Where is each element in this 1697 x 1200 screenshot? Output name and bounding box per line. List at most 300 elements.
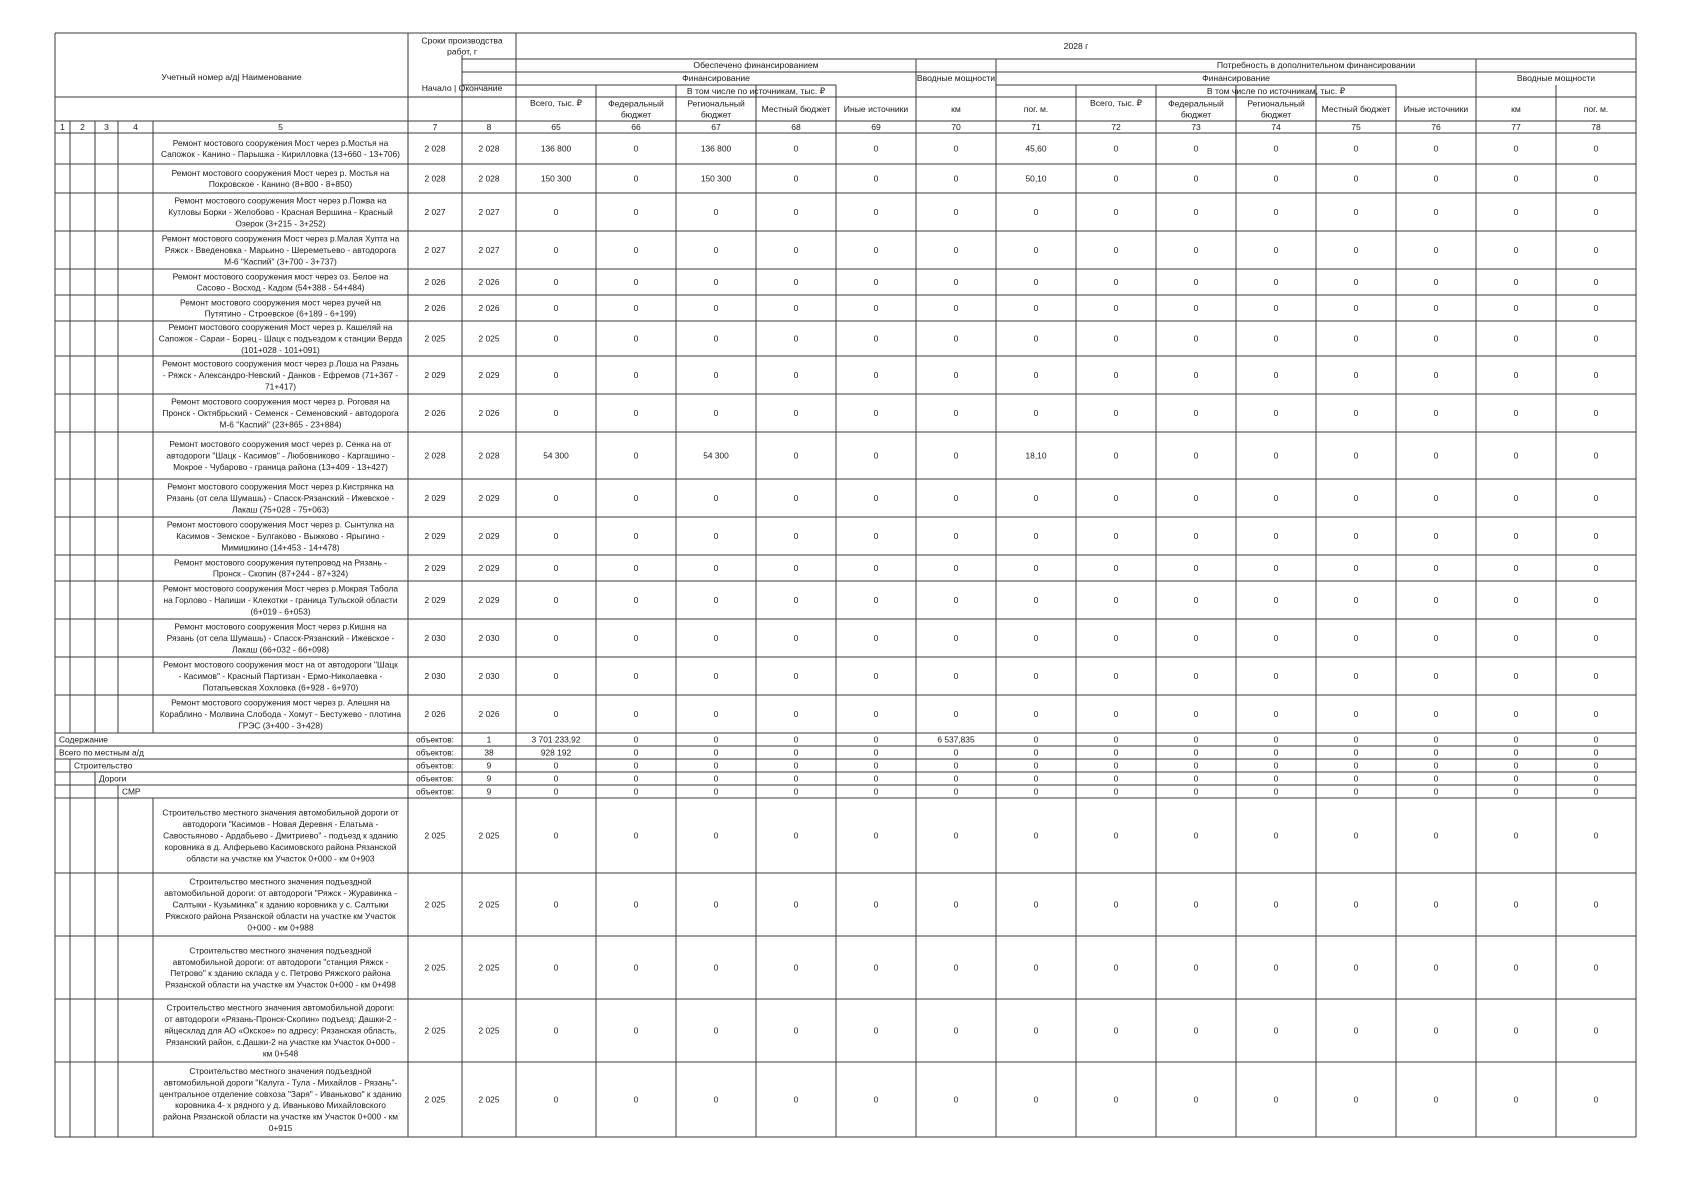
row-value: 0 [1113, 633, 1119, 643]
row-end: 2 025 [478, 830, 500, 841]
row-value: 0 [1113, 962, 1119, 973]
column-number: 1 [60, 122, 65, 132]
header-financing: Финансирование [682, 73, 750, 83]
row-start: 2 025 [424, 899, 446, 910]
row-value: 0 [1193, 207, 1199, 217]
column-number: 67 [711, 122, 721, 132]
row-value: 0 [1113, 595, 1119, 605]
row-value: 0 [793, 408, 799, 418]
row-value: 0 [1033, 333, 1039, 344]
row-value: 0 [873, 962, 879, 973]
row-value: 0 [713, 1025, 719, 1036]
row-value: 0 [793, 899, 799, 910]
row-value: 0 [1273, 709, 1279, 719]
header-capacity: Вводные мощности [916, 73, 996, 83]
row-value: 0 [1273, 303, 1279, 313]
row-value: 0 [1353, 786, 1359, 797]
row-value: 0 [1273, 1025, 1279, 1036]
row-value: 0 [713, 595, 719, 605]
row-value: 0 [1193, 1094, 1199, 1105]
row-value: 0 [873, 408, 879, 418]
row-value: 0 [1353, 747, 1359, 758]
row-value: 0 [793, 245, 799, 255]
row-name: Всего по местным а/д [59, 747, 144, 758]
row-value: 0 [1593, 531, 1599, 541]
row-name: Ремонт мостового сооружения мост через р.Лоша на Рязань - Ряжск - Александро-Невский - Данков - Ефремов (71+367 -71+417) [162, 358, 399, 392]
row-value: 0 [633, 173, 639, 184]
row-value: 0 [1513, 173, 1519, 184]
row-value: 0 [873, 245, 879, 255]
row-value: 0 [1433, 173, 1439, 184]
row-end: 2 025 [478, 1094, 500, 1105]
row-value: 0 [1113, 370, 1119, 380]
row-end: 2 030 [478, 671, 500, 681]
header-financing: Финансирование [1202, 73, 1270, 83]
row-value: 0 [1593, 633, 1599, 643]
column-number: 78 [1591, 122, 1601, 132]
header-capacity: Вводные мощности [1516, 73, 1596, 83]
row-value: 0 [793, 450, 799, 461]
row-value: 0 [1513, 734, 1519, 745]
row-value: 0 [553, 962, 559, 973]
row-value: 0 [1033, 493, 1039, 503]
row-value: 0 [793, 595, 799, 605]
row-value: 0 [1273, 734, 1279, 745]
row-value: 0 [633, 408, 639, 418]
row-value: 0 [1513, 370, 1519, 380]
row-value: 0 [873, 709, 879, 719]
row-value: 0 [1033, 370, 1039, 380]
row-value: 0 [953, 563, 959, 573]
row-value: 0 [1033, 277, 1039, 287]
row-end: 2 027 [478, 245, 500, 255]
row-value: 0 [1513, 245, 1519, 255]
row-value: 0 [953, 760, 959, 771]
row-value: 0 [1193, 245, 1199, 255]
row-value: 0 [1033, 786, 1039, 797]
column-number: 8 [486, 122, 492, 132]
row-value: 0 [1513, 207, 1519, 217]
row-value: 0 [1513, 1094, 1519, 1105]
row-start: объектов: [415, 760, 455, 771]
row-name: Ремонт мостового сооружения Мост через р. Сынтулка на Касимов - Земское - Булгаково - Выжково - Ярыгино -Мимишкино (14+453 - 14+478) [166, 519, 395, 553]
row-start: объектов: [415, 734, 455, 745]
row-value: 0 [1113, 734, 1119, 745]
column-number: 77 [1511, 122, 1521, 132]
row-value: 0 [873, 450, 879, 461]
row-name: Ремонт мостового сооружения Мост через р.Кишня на Рязань (от села Шумашь) - Спасск-Рязанский - Ижевское -Лакаш (66+032 - 66+098) [166, 621, 395, 655]
column-number: 71 [1031, 122, 1041, 132]
row-value: 0 [713, 1094, 719, 1105]
row-value: 150 300 [540, 173, 572, 184]
table-header [60, 36, 1608, 133]
row-value: 0 [553, 563, 559, 573]
row-name: Ремонт мостового сооружения Мост через р.Пожва на Кутловы Борки - Желобово - Красная Вершина - Красный Озерок (3+215 - 3+252) [168, 195, 393, 229]
row-start: 2 028 [424, 450, 446, 461]
column-number: 4 [133, 122, 138, 132]
row-value: 0 [1353, 303, 1359, 313]
row-value: 0 [1433, 493, 1439, 503]
row-value: 0 [1593, 1025, 1599, 1036]
row-value: 0 [1113, 173, 1119, 184]
row-value: 0 [1513, 633, 1519, 643]
row-start: 2 028 [424, 173, 446, 184]
row-value: 0 [713, 786, 719, 797]
row-value: 0 [1513, 899, 1519, 910]
row-value: 0 [793, 709, 799, 719]
header-subcolumn: Местный бюджет [761, 104, 831, 114]
row-value: 0 [873, 173, 879, 184]
row-value: 0 [1113, 493, 1119, 503]
row-value: 0 [873, 899, 879, 910]
row-start: 2 025 [424, 962, 446, 973]
row-value: 0 [713, 531, 719, 541]
row-start: 2 029 [424, 370, 446, 380]
row-value: 0 [1353, 207, 1359, 217]
row-value: 0 [1193, 143, 1199, 154]
row-value: 0 [553, 633, 559, 643]
row-value: 0 [953, 633, 959, 643]
row-value: 0 [1113, 786, 1119, 797]
row-value: 0 [1193, 830, 1199, 841]
row-value: 0 [1113, 760, 1119, 771]
row-value: 0 [793, 370, 799, 380]
row-value: 0 [633, 563, 639, 573]
row-value: 0 [1513, 563, 1519, 573]
row-name: Ремонт мостового сооружения мост через ручей на Путятино - Строевское (6+189 - 6+199) [180, 297, 381, 319]
row-value: 0 [1113, 277, 1119, 287]
row-value: 0 [633, 962, 639, 973]
row-value: 0 [1433, 277, 1439, 287]
row-value: 0 [553, 303, 559, 313]
row-value: 0 [953, 595, 959, 605]
row-value: 0 [1593, 760, 1599, 771]
header-secured-group: Обеспечено финансированием [693, 60, 819, 70]
row-value: 0 [1273, 633, 1279, 643]
row-value: 0 [793, 962, 799, 973]
row-value: 0 [1513, 962, 1519, 973]
row-value: 0 [1193, 760, 1199, 771]
row-value: 0 [1433, 408, 1439, 418]
row-value: 0 [873, 734, 879, 745]
row-value: 0 [633, 207, 639, 217]
row-value: 0 [1433, 734, 1439, 745]
column-number: 69 [871, 122, 881, 132]
row-value: 0 [1033, 595, 1039, 605]
row-value: 0 [1433, 760, 1439, 771]
row-value: 0 [1433, 709, 1439, 719]
header-subcolumn: Иные источники [843, 104, 909, 114]
row-value: 0 [1033, 830, 1039, 841]
row-value: 0 [953, 709, 959, 719]
row-value: 0 [1273, 747, 1279, 758]
header-terms: Сроки производства работ, г [421, 35, 503, 57]
row-value: 0 [633, 450, 639, 461]
row-value: 0 [1113, 709, 1119, 719]
row-value: 0 [1193, 1025, 1199, 1036]
row-value: 0 [1433, 899, 1439, 910]
row-value: 0 [633, 1094, 639, 1105]
row-value: 0 [713, 899, 719, 910]
row-value: 0 [873, 333, 879, 344]
row-value: 0 [1193, 563, 1199, 573]
row-start: 2 029 [424, 563, 446, 573]
row-value: 0 [1593, 303, 1599, 313]
row-value: 0 [713, 734, 719, 745]
row-value: 0 [1513, 760, 1519, 771]
row-end: 2 029 [478, 370, 500, 380]
row-start: 2 029 [424, 493, 446, 503]
row-name: Ремонт мостового сооружения мост на от автодороги "Шацк - Касимов" - Красный Партизан - Ермо-Николаевка -Потапьевская Хохловка (6+928 - 6+970) [163, 659, 398, 693]
row-value: 0 [1273, 370, 1279, 380]
row-value: 0 [1593, 207, 1599, 217]
row-value: 0 [1353, 773, 1359, 784]
row-value: 0 [793, 1025, 799, 1036]
row-value: 0 [953, 773, 959, 784]
row-value: 0 [1353, 531, 1359, 541]
row-value: 0 [1353, 962, 1359, 973]
row-value: 0 [553, 760, 559, 771]
row-name: Ремонт мостового сооружения мост через р. Алешня на Кораблино - Молвина Слобода - Хомут - Бестужево - плотина ГРЭС (3+400 - 3+428) [159, 697, 402, 731]
row-value: 0 [1113, 450, 1119, 461]
column-number: 74 [1271, 122, 1281, 132]
row-value: 150 300 [700, 173, 732, 184]
row-value: 0 [873, 773, 879, 784]
row-end: 9 [486, 773, 492, 784]
row-value: 0 [1353, 173, 1359, 184]
row-value: 0 [1193, 277, 1199, 287]
row-value: 0 [633, 760, 639, 771]
row-value: 0 [633, 773, 639, 784]
row-value: 0 [553, 493, 559, 503]
row-value: 0 [1193, 303, 1199, 313]
column-number: 76 [1431, 122, 1441, 132]
row-value: 0 [873, 760, 879, 771]
row-value: 0 [1433, 563, 1439, 573]
row-end: 9 [486, 786, 492, 797]
row-value: 0 [713, 370, 719, 380]
row-name: Дороги [99, 773, 127, 784]
row-value: 0 [953, 786, 959, 797]
row-value: 0 [633, 493, 639, 503]
row-start: 2 025 [424, 830, 446, 841]
row-name: СМР [122, 786, 141, 797]
row-value: 0 [553, 830, 559, 841]
row-end: 2 026 [478, 303, 500, 313]
row-start: объектов: [415, 747, 455, 758]
row-value: 0 [1593, 671, 1599, 681]
row-value: 50,10 [1025, 173, 1047, 184]
row-value: 0 [953, 303, 959, 313]
row-name: Ремонт мостового сооружения Мост через р.Мостья на Сапожок - Канино - Парышка - Кирилловка (13+660 - 13+706) [161, 137, 400, 160]
row-value: 0 [713, 207, 719, 217]
row-start: 2 029 [424, 531, 446, 541]
row-value: 0 [1433, 370, 1439, 380]
column-number: 7 [432, 122, 438, 132]
row-value: 0 [713, 760, 719, 771]
row-value: 0 [633, 709, 639, 719]
row-start: 2 025 [424, 1094, 446, 1105]
row-name: Содержание [59, 734, 108, 745]
row-value: 0 [873, 303, 879, 313]
row-value: 0 [633, 370, 639, 380]
row-value: 0 [1033, 1025, 1039, 1036]
row-value: 0 [1513, 277, 1519, 287]
header-subcolumn: Местный бюджет [1321, 104, 1391, 114]
row-value: 0 [793, 303, 799, 313]
row-value: 0 [1353, 633, 1359, 643]
row-value: 0 [953, 207, 959, 217]
row-value: 0 [553, 671, 559, 681]
row-value: 0 [873, 143, 879, 154]
row-end: 2 025 [478, 962, 500, 973]
row-value: 0 [633, 830, 639, 841]
row-value: 0 [713, 563, 719, 573]
row-value: 18,10 [1025, 450, 1047, 461]
row-value: 0 [953, 1094, 959, 1105]
row-start: 2 027 [424, 245, 446, 255]
row-value: 0 [1593, 245, 1599, 255]
header-by-sources: В том числе по источникам, тыс. ₽ [686, 86, 826, 96]
row-value: 0 [633, 671, 639, 681]
row-end: 2 025 [478, 899, 500, 910]
row-value: 6 537,835 [937, 734, 975, 745]
row-value: 45,60 [1025, 143, 1047, 154]
row-value: 0 [1033, 408, 1039, 418]
row-value: 0 [1273, 245, 1279, 255]
row-value: 0 [1193, 773, 1199, 784]
row-name: Строительство местного значения подъездной автомобильной дороги "Калуга - Тула - Михайлов - Рязань"-центральное отделение совхоза "Заря" - Иваньково" к зданию коровника 4- х рядного у д. Иваньково Михайловского района Рязанской области на участке км Участок 0+000 - км 0+915 [159, 1066, 402, 1133]
row-value: 0 [633, 899, 639, 910]
row-value: 0 [1033, 962, 1039, 973]
row-value: 0 [1433, 671, 1439, 681]
row-value: 0 [1353, 408, 1359, 418]
row-value: 0 [1033, 709, 1039, 719]
row-value: 0 [1593, 450, 1599, 461]
row-value: 0 [1273, 207, 1279, 217]
row-value: 0 [633, 143, 639, 154]
row-value: 0 [953, 450, 959, 461]
table-body [59, 138, 1599, 1133]
row-value: 0 [1433, 962, 1439, 973]
row-value: 0 [1193, 786, 1199, 797]
row-value: 0 [1193, 962, 1199, 973]
row-name: Ремонт мостового сооружения путепровод на Рязань -Пронск - Скопин (87+244 - 87+324) [174, 557, 387, 579]
row-value: 0 [1353, 734, 1359, 745]
row-value: 0 [633, 303, 639, 313]
row-value: 0 [1433, 303, 1439, 313]
row-value: 0 [1593, 786, 1599, 797]
row-value: 0 [953, 277, 959, 287]
row-value: 0 [1353, 595, 1359, 605]
row-value: 0 [1353, 671, 1359, 681]
row-value: 0 [1433, 633, 1439, 643]
row-value: 0 [793, 333, 799, 344]
header-subcolumn: Всего, тыс. ₽ [530, 98, 582, 108]
row-value: 0 [1113, 747, 1119, 758]
row-name: Ремонт мостового сооружения Мост через р.Кистрянка на Рязань (от села Шумашь) - Спасск-Рязанский - Ижевское -Лакаш (75+028 - 75+063) [166, 481, 395, 515]
row-value: 0 [1273, 786, 1279, 797]
row-value: 0 [873, 830, 879, 841]
row-value: 0 [873, 370, 879, 380]
row-value: 0 [1593, 563, 1599, 573]
row-value: 0 [1353, 143, 1359, 154]
row-value: 0 [1353, 760, 1359, 771]
row-start: 2 026 [424, 408, 446, 418]
row-value: 0 [1033, 734, 1039, 745]
row-end: 9 [486, 760, 492, 771]
row-start: 2 025 [424, 333, 446, 344]
row-value: 0 [1033, 747, 1039, 758]
row-start: объектов: [415, 773, 455, 784]
row-value: 0 [1033, 671, 1039, 681]
row-value: 0 [1433, 786, 1439, 797]
row-value: 0 [953, 962, 959, 973]
row-value: 0 [1353, 830, 1359, 841]
row-value: 0 [633, 595, 639, 605]
row-value: 0 [1593, 595, 1599, 605]
row-value: 0 [793, 786, 799, 797]
row-value: 0 [793, 633, 799, 643]
row-value: 0 [1273, 563, 1279, 573]
row-value: 0 [713, 245, 719, 255]
row-value: 0 [1113, 531, 1119, 541]
row-value: 0 [713, 773, 719, 784]
row-value: 0 [713, 303, 719, 313]
row-value: 0 [1513, 595, 1519, 605]
row-start: 2 028 [424, 143, 446, 154]
row-value: 0 [1273, 899, 1279, 910]
row-value: 0 [1593, 773, 1599, 784]
row-end: 2 028 [478, 173, 500, 184]
row-value: 0 [633, 1025, 639, 1036]
row-value: 0 [553, 408, 559, 418]
row-value: 0 [1593, 408, 1599, 418]
row-value: 0 [1193, 595, 1199, 605]
row-value: 0 [1593, 899, 1599, 910]
row-value: 0 [1113, 333, 1119, 344]
row-value: 0 [873, 531, 879, 541]
row-value: 0 [1113, 408, 1119, 418]
row-value: 0 [1513, 531, 1519, 541]
row-value: 0 [1513, 747, 1519, 758]
row-value: 0 [553, 773, 559, 784]
row-value: 0 [1593, 277, 1599, 287]
row-value: 0 [1433, 595, 1439, 605]
header-subcolumn: пог. м. [1583, 104, 1609, 114]
header-subcolumn: Федеральный бюджет [608, 98, 664, 120]
row-end: 2 029 [478, 563, 500, 573]
row-value: 0 [1113, 671, 1119, 681]
row-value: 0 [1193, 173, 1199, 184]
row-start: 2 025 [424, 1025, 446, 1036]
row-value: 54 300 [543, 450, 569, 461]
row-value: 0 [553, 1025, 559, 1036]
row-value: 0 [1193, 333, 1199, 344]
header-by-sources: В том числе по источникам, тыс. ₽ [1206, 86, 1346, 96]
row-start: 2 030 [424, 671, 446, 681]
row-value: 0 [1433, 333, 1439, 344]
row-value: 0 [1193, 493, 1199, 503]
column-number: 73 [1191, 122, 1201, 132]
row-value: 0 [1513, 333, 1519, 344]
row-value: 0 [873, 747, 879, 758]
header-need-group: Потребность в дополнительном финансировании [1216, 60, 1416, 70]
row-value: 0 [1513, 450, 1519, 461]
row-value: 0 [793, 830, 799, 841]
row-value: 0 [1433, 207, 1439, 217]
row-value: 0 [953, 671, 959, 681]
